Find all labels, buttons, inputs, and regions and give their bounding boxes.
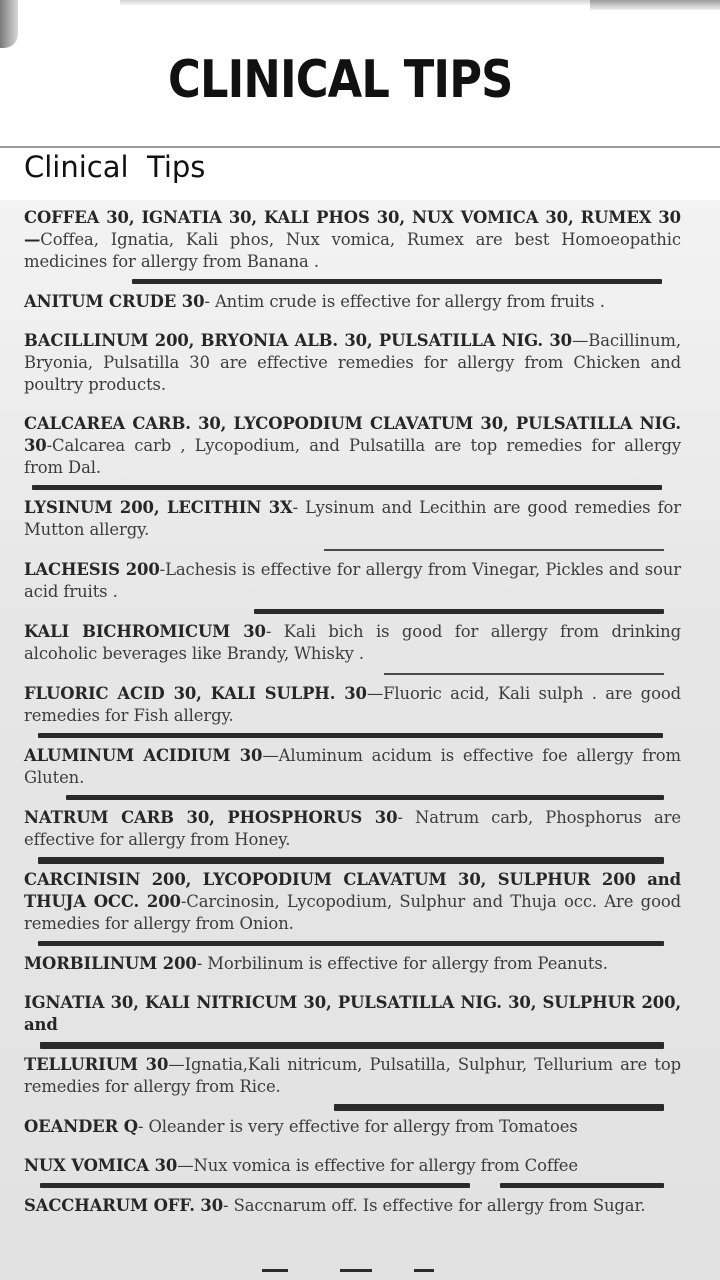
remedy-description: - Antim crude is effective for allergy from fruits . — [204, 292, 605, 311]
divider — [24, 730, 681, 741]
remedy-heading: COFFEA 30, IGNATIA 30, KALI PHOS 30, NUX VOMICA 30, RUMEX 30— — [24, 208, 681, 249]
remedy-heading: SACCHARUM OFF. 30 — [24, 1196, 224, 1215]
spacer — [24, 1138, 681, 1155]
divider — [24, 792, 681, 803]
tip-entry — [24, 807, 681, 851]
header-band — [0, 0, 720, 150]
tip-entry — [24, 953, 681, 975]
remedy-heading: BACILLINUM 200, BRYONIA ALB. 30, PULSATILLA NIG. 30 — [24, 331, 572, 350]
tip-entry — [24, 869, 681, 935]
remedy-description: -Calcarea carb , Lycopodium, and Pulsatilla are top remedies for allergy from Dal. — [24, 436, 681, 477]
remedy-heading: KALI BICHROMICUM 30 — [24, 622, 266, 641]
tip-entry — [24, 621, 681, 665]
tip-entry — [24, 559, 681, 603]
tip-entry — [24, 330, 681, 396]
tip-entry — [24, 413, 681, 479]
print-speck — [414, 1269, 434, 1272]
print-speck — [262, 1269, 288, 1272]
remedy-heading: LACHESIS 200 — [24, 560, 160, 579]
remedy-description: —Ignatia,Kali nitricum, Pulsatilla, Sulphur, Tellurium are top remedies for allergy from Rice. — [24, 1055, 681, 1096]
divider — [24, 1039, 681, 1050]
remedy-heading: MORBILINUM 200 — [24, 954, 197, 973]
remedy-heading: OEANDER Q — [24, 1117, 138, 1136]
page-curl-shadow — [0, 0, 18, 48]
tip-entry — [24, 207, 681, 273]
remedy-heading: CARCINISIN 200, LYCOPODIUM CLAVATUM 30, SULPHUR 200 and THUJA OCC. 200 — [24, 870, 681, 911]
remedy-heading: FLUORIC ACID 30, KALI SULPH. 30 — [24, 684, 367, 703]
divider — [24, 1180, 681, 1191]
remedy-heading: IGNATIA 30, KALI NITRICUM 30, PULSATILLA NIG. 30, SULPHUR 200, and — [24, 993, 681, 1034]
remedy-heading: TELLURIUM 30 — [24, 1055, 169, 1074]
divider — [24, 544, 681, 555]
tip-entry — [24, 497, 681, 541]
divider — [0, 146, 720, 148]
tip-entry — [24, 1054, 681, 1098]
newspaper-clipping — [0, 200, 720, 1280]
remedy-heading: CALCAREA CARB. 30, LYCOPODIUM CLAVATUM 30, PULSATILLA NIG. 30 — [24, 414, 681, 455]
divider — [24, 606, 681, 617]
remedy-heading: NUX VOMICA 30 — [24, 1156, 178, 1175]
remedy-description: -Carcinosin, Lycopodium, Sulphur and Thuja occ. Are good remedies for allergy from Onion. — [24, 892, 681, 933]
tip-entry — [24, 1155, 681, 1177]
divider — [24, 668, 681, 679]
remedy-description: - Natrum carb, Phosphorus are effective for allergy from Honey. — [24, 808, 681, 849]
page-curl-shadow — [120, 0, 590, 6]
remedy-heading: LYSINUM 200, LECITHIN 3X — [24, 498, 293, 517]
tip-entry — [24, 291, 681, 313]
remedy-description: - Lysinum and Lecithin are good remedies for Mutton allergy. — [24, 498, 681, 539]
remedy-heading: ALUMINUM ACIDIUM 30 — [24, 746, 263, 765]
section-subtitle: Clinical Tips — [24, 150, 206, 184]
page-curl-shadow — [590, 0, 720, 10]
page-title: CLINICAL TIPS — [168, 50, 513, 110]
spacer — [24, 313, 681, 330]
remedy-description: - Kali bich is good for allergy from drinking alcoholic beverages like Brandy, Whisky . — [24, 622, 681, 663]
tips-list — [24, 207, 681, 1217]
tip-entry — [24, 1195, 681, 1217]
remedy-description: - Morbilinum is effective for allergy from Peanuts. — [196, 954, 608, 973]
remedy-description: —Fluoric acid, Kali sulph . are good remedies for Fish allergy. — [24, 684, 682, 725]
remedy-heading: ANITUM CRUDE 30 — [24, 292, 205, 311]
remedy-description: —Aluminum acidum is effective foe allergy from Gluten. — [24, 746, 681, 787]
tip-entry — [24, 683, 681, 727]
divider — [24, 276, 681, 287]
divider — [24, 854, 681, 865]
remedy-description: - Oleander is very effective for allergy from Tomatoes — [137, 1117, 578, 1136]
tip-entry — [24, 1116, 681, 1138]
tip-entry — [24, 992, 681, 1036]
divider — [24, 1101, 681, 1112]
tip-entry — [24, 745, 681, 789]
divider — [24, 938, 681, 949]
spacer — [24, 396, 681, 413]
spacer — [24, 975, 681, 992]
print-speck — [340, 1269, 372, 1272]
remedy-description: - Saccnarum off. Is effective for allergy from Sugar. — [223, 1196, 646, 1215]
remedy-description: Coffea, Ignatia, Kali phos, Nux vomica, Rumex are best Homoeopathic medicines for allergy from Banana . — [24, 230, 681, 271]
divider — [24, 482, 681, 493]
remedy-description: -Lachesis is effective for allergy from Vinegar, Pickles and sour acid fruits . — [24, 560, 682, 601]
remedy-description: —Nux vomica is effective for allergy from Coffee — [177, 1156, 578, 1175]
remedy-description: —Bacillinum, Bryonia, Pulsatilla 30 are effective remedies for allergy from Chicken and poultry products. — [24, 331, 681, 394]
remedy-heading: NATRUM CARB 30, PHOSPHORUS 30 — [24, 808, 398, 827]
